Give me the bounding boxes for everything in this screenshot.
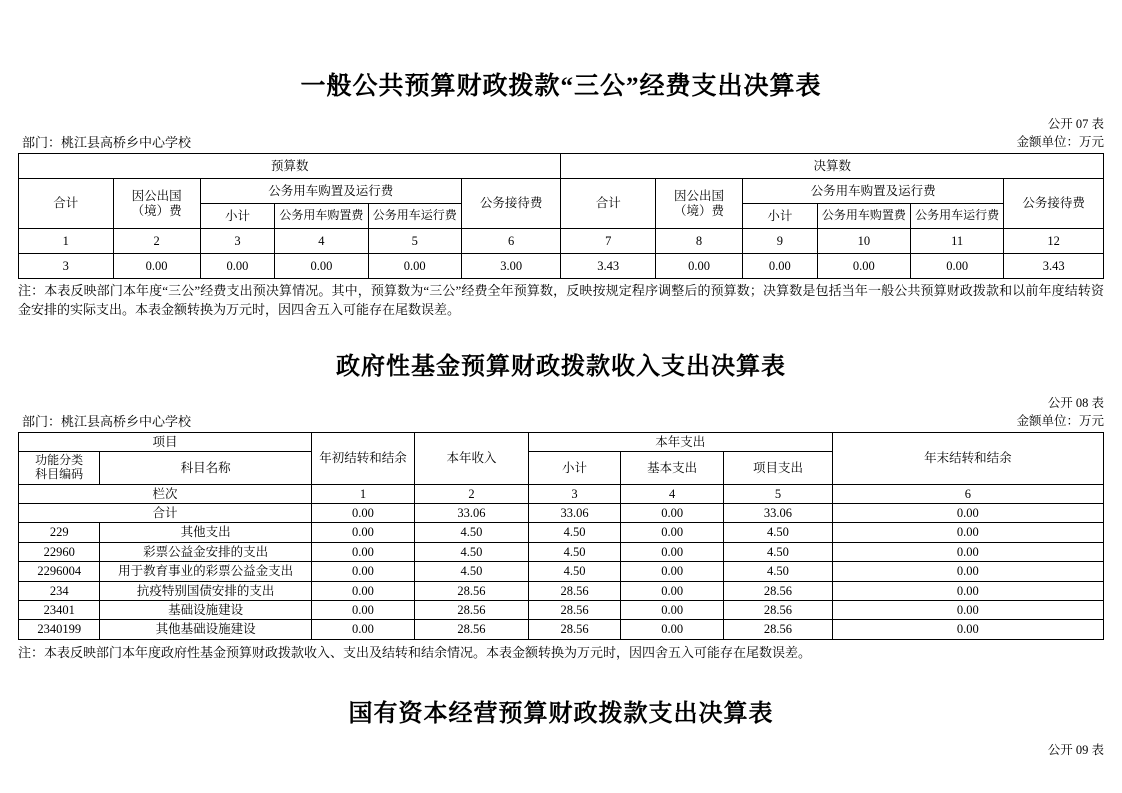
table2-row2-value-1: 0.00 [311,562,414,581]
table2-row4-value-4: 0.00 [621,600,724,619]
table3-form-number: 公开 09 表 [1047,742,1104,757]
table2-row0-value-5: 4.50 [724,523,833,542]
table2-col-end-balance: 年末结转和结余 [832,432,1103,484]
table2-col-code-line2: 科目编码 [35,466,84,481]
table1-header-row-1 [19,154,1104,179]
table1-value-10: 0.00 [817,254,910,279]
table2-colnum-2: 2 [415,484,529,503]
table2-meta-dept-row [18,411,1104,429]
table2-row5-name: 其他基础设施建设 [100,620,312,639]
table1-group-final: 决算数 [561,154,1104,179]
table1-value-1: 3 [19,254,114,279]
table2-col-year-income: 本年收入 [415,432,529,484]
table1-col-abroad-final: 因公出国（境）费 [655,179,742,229]
table1-header-row-2 [19,179,1104,204]
table-row [19,523,1104,542]
table2-row3-value-4: 0.00 [621,581,724,600]
table2-row0-value-6: 0.00 [832,523,1103,542]
table2-colnum-1: 1 [311,484,414,503]
table1-col-vehicle-subtotal-final: 小计 [743,204,818,229]
table1-colnum-10: 10 [817,229,910,254]
table1-form-number: 公开 07 表 [1047,117,1104,131]
table1-meta-formno-row [18,114,1104,132]
table2-row1-value-3: 4.50 [528,542,620,561]
table2-colnumber-row [19,484,1104,503]
table1-col-vehicle-run-final: 公务用车运行费 [911,204,1004,229]
table1-col-vehicle-budget: 公务用车购置及运行费 [200,179,461,204]
table1-value-2: 0.00 [113,254,200,279]
table2-total-value-1: 0.00 [311,504,414,523]
table2-row3-value-1: 0.00 [311,581,414,600]
table2-header-row-1 [19,432,1104,451]
table2-row4-name: 基础设施建设 [100,600,312,619]
table2-row1-code: 22960 [19,542,100,561]
table2-unit: 金额单位：万元 [1016,413,1104,428]
table2-row1-name: 彩票公益金安排的支出 [100,542,312,561]
table1-value-7: 3.43 [561,254,656,279]
table2-total-label: 合计 [19,504,312,523]
table1-col-total-budget: 合计 [19,179,114,229]
table2-total-value-4: 0.00 [621,504,724,523]
three-public-expenses-table [18,153,1104,279]
table2-col-basic-expense: 基本支出 [621,452,724,485]
table2-row5-value-1: 0.00 [311,620,414,639]
table2-colnum-5: 5 [724,484,833,503]
table2-row2-value-5: 4.50 [724,562,833,581]
table1-value-4: 0.00 [275,254,368,279]
table2-row3-code: 234 [19,581,100,600]
table1-col-vehicle-final: 公务用车购置及运行费 [743,179,1004,204]
table1-value-6: 3.00 [461,254,561,279]
table3-meta [18,740,1104,758]
table2-total-value-6: 0.00 [832,504,1103,523]
table2-note: 注：本表反映部门本年度政府性基金预算财政拨款收入、支出及结转和结余情况。本表金额转换为万元时，因四舍五入可能存在尾数误差。 [18,644,812,660]
table2-row0-value-2: 4.50 [415,523,529,542]
table1-col-vehicle-buy-budget: 公务用车购置费 [275,204,368,229]
table2-row2-name: 用于教育事业的彩票公益金支出 [100,562,312,581]
table1-colnum-3: 3 [200,229,275,254]
table-row [19,620,1104,639]
table1-department: 部门：桃江县高桥乡中心学校 [22,135,192,150]
table2-row5-value-3: 28.56 [528,620,620,639]
table1-value-8: 0.00 [655,254,742,279]
table1-value-5: 0.00 [368,254,461,279]
table2-row1-value-4: 0.00 [621,542,724,561]
table2-meta-formno-row [18,393,1104,411]
table2-container [18,432,1104,640]
table2-title: 政府性基金预算财政拨款收入支出决算表 [336,353,786,380]
table-row [19,600,1104,619]
table2-row0-value-1: 0.00 [311,523,414,542]
table2-total-value-5: 33.06 [724,504,833,523]
table2-row1-value-2: 4.50 [415,542,529,561]
table2-colnum-4: 4 [621,484,724,503]
table1-col-reception-final: 公务接待费 [1004,179,1104,229]
table2-row3-value-6: 0.00 [832,581,1103,600]
table3-meta-formno-row [18,740,1104,758]
table2-total-row [19,504,1104,523]
table2-row5-value-6: 0.00 [832,620,1103,639]
table2-row5-value-4: 0.00 [621,620,724,639]
table2-row2-value-6: 0.00 [832,562,1103,581]
table1-colnum-12: 12 [1004,229,1104,254]
table2-meta [18,393,1104,429]
table1-colnum-8: 8 [655,229,742,254]
table1-colnum-5: 5 [368,229,461,254]
table2-row3-value-2: 28.56 [415,581,529,600]
table1-col-total-final: 合计 [561,179,656,229]
table2-group-project: 项目 [19,432,312,451]
table2-row2-code: 2296004 [19,562,100,581]
table1-group-budget: 预算数 [19,154,561,179]
table1-note: 注：本表反映部门本年度“三公”经费支出预决算情况。其中，预算数为“三公”经费全年预算数，反映按规定程序调整后的预算数；决算数是包括当年一般公共预算财政拨款和以前年度结转资金安排的实际支出。本表金额转换为万元时，因四舍五入可能存在尾数误差。 [18,283,1104,317]
table2-col-code-line1: 功能分类 [35,453,84,468]
table1-col-reception-budget: 公务接待费 [461,179,561,229]
table2-total-value-3: 33.06 [528,504,620,523]
table1-col-vehicle-run-budget: 公务用车运行费 [368,204,461,229]
table1-colnum-1: 1 [19,229,114,254]
table2-row0-value-3: 4.50 [528,523,620,542]
table1-colnum-2: 2 [113,229,200,254]
table-row [19,562,1104,581]
table1-container [18,153,1104,279]
table2-colnum-6: 6 [832,484,1103,503]
table2-row0-code: 229 [19,523,100,542]
table2-row2-value-3: 4.50 [528,562,620,581]
table2-department: 部门：桃江县高桥乡中心学校 [22,413,192,429]
table-row [19,542,1104,561]
table2-col-name: 科目名称 [100,452,312,485]
table2-row3-value-3: 28.56 [528,581,620,600]
table2-col-subtotal: 小计 [528,452,620,485]
table1-colnum-4: 4 [275,229,368,254]
table1-meta-dept-row [18,132,1104,150]
table2-row4-value-2: 28.56 [415,600,529,619]
table1-col-vehicle-subtotal-budget: 小计 [200,204,275,229]
table1-title: 一般公共预算财政拨款“三公”经费支出决算表 [300,73,822,100]
table1-value-12: 3.43 [1004,254,1104,279]
table1-colnum-11: 11 [911,229,1004,254]
table-row [19,581,1104,600]
table2-row3-name: 抗疫特别国债安排的支出 [100,581,312,600]
table2-row3-value-5: 28.56 [724,581,833,600]
table1-col-abroad-budget: 因公出国（境）费 [113,179,200,229]
table2-row0-value-4: 0.00 [621,523,724,542]
table2-colnum-3: 3 [528,484,620,503]
table2-column-label: 栏次 [19,484,312,503]
table2-row4-value-6: 0.00 [832,600,1103,619]
table2-row4-value-1: 0.00 [311,600,414,619]
table2-row5-value-5: 28.56 [724,620,833,639]
table1-meta [18,114,1104,150]
table1-data-row [19,254,1104,279]
table2-row2-value-4: 0.00 [621,562,724,581]
table1-colnum-7: 7 [561,229,656,254]
table1-colnumber-row [19,229,1104,254]
table1-value-11: 0.00 [911,254,1004,279]
table2-row4-value-5: 28.56 [724,600,833,619]
table2-col-project-expense: 项目支出 [724,452,833,485]
table2-col-begin-balance: 年初结转和结余 [311,432,414,484]
table1-colnum-6: 6 [461,229,561,254]
table2-row4-code: 23401 [19,600,100,619]
table2-row1-value-6: 0.00 [832,542,1103,561]
table2-row5-code: 2340199 [19,620,100,639]
table2-total-value-2: 33.06 [415,504,529,523]
table2-row5-value-2: 28.56 [415,620,529,639]
table2-form-number: 公开 08 表 [1047,395,1104,410]
table2-row4-value-3: 28.56 [528,600,620,619]
government-fund-budget-table [18,432,1104,640]
table1-unit: 金额单位：万元 [1016,135,1104,149]
table2-row1-value-5: 4.50 [724,542,833,561]
table2-group-year-expense: 本年支出 [528,432,832,451]
table1-value-3: 0.00 [200,254,275,279]
table1-value-9: 0.00 [743,254,818,279]
table2-row1-value-1: 0.00 [311,542,414,561]
table3-title: 国有资本经营预算财政拨款支出决算表 [348,700,774,727]
table1-colnum-9: 9 [743,229,818,254]
table2-row0-name: 其他支出 [100,523,312,542]
table2-row2-value-2: 4.50 [415,562,529,581]
table2-col-code [19,452,100,485]
table1-col-vehicle-buy-final: 公务用车购置费 [817,204,910,229]
